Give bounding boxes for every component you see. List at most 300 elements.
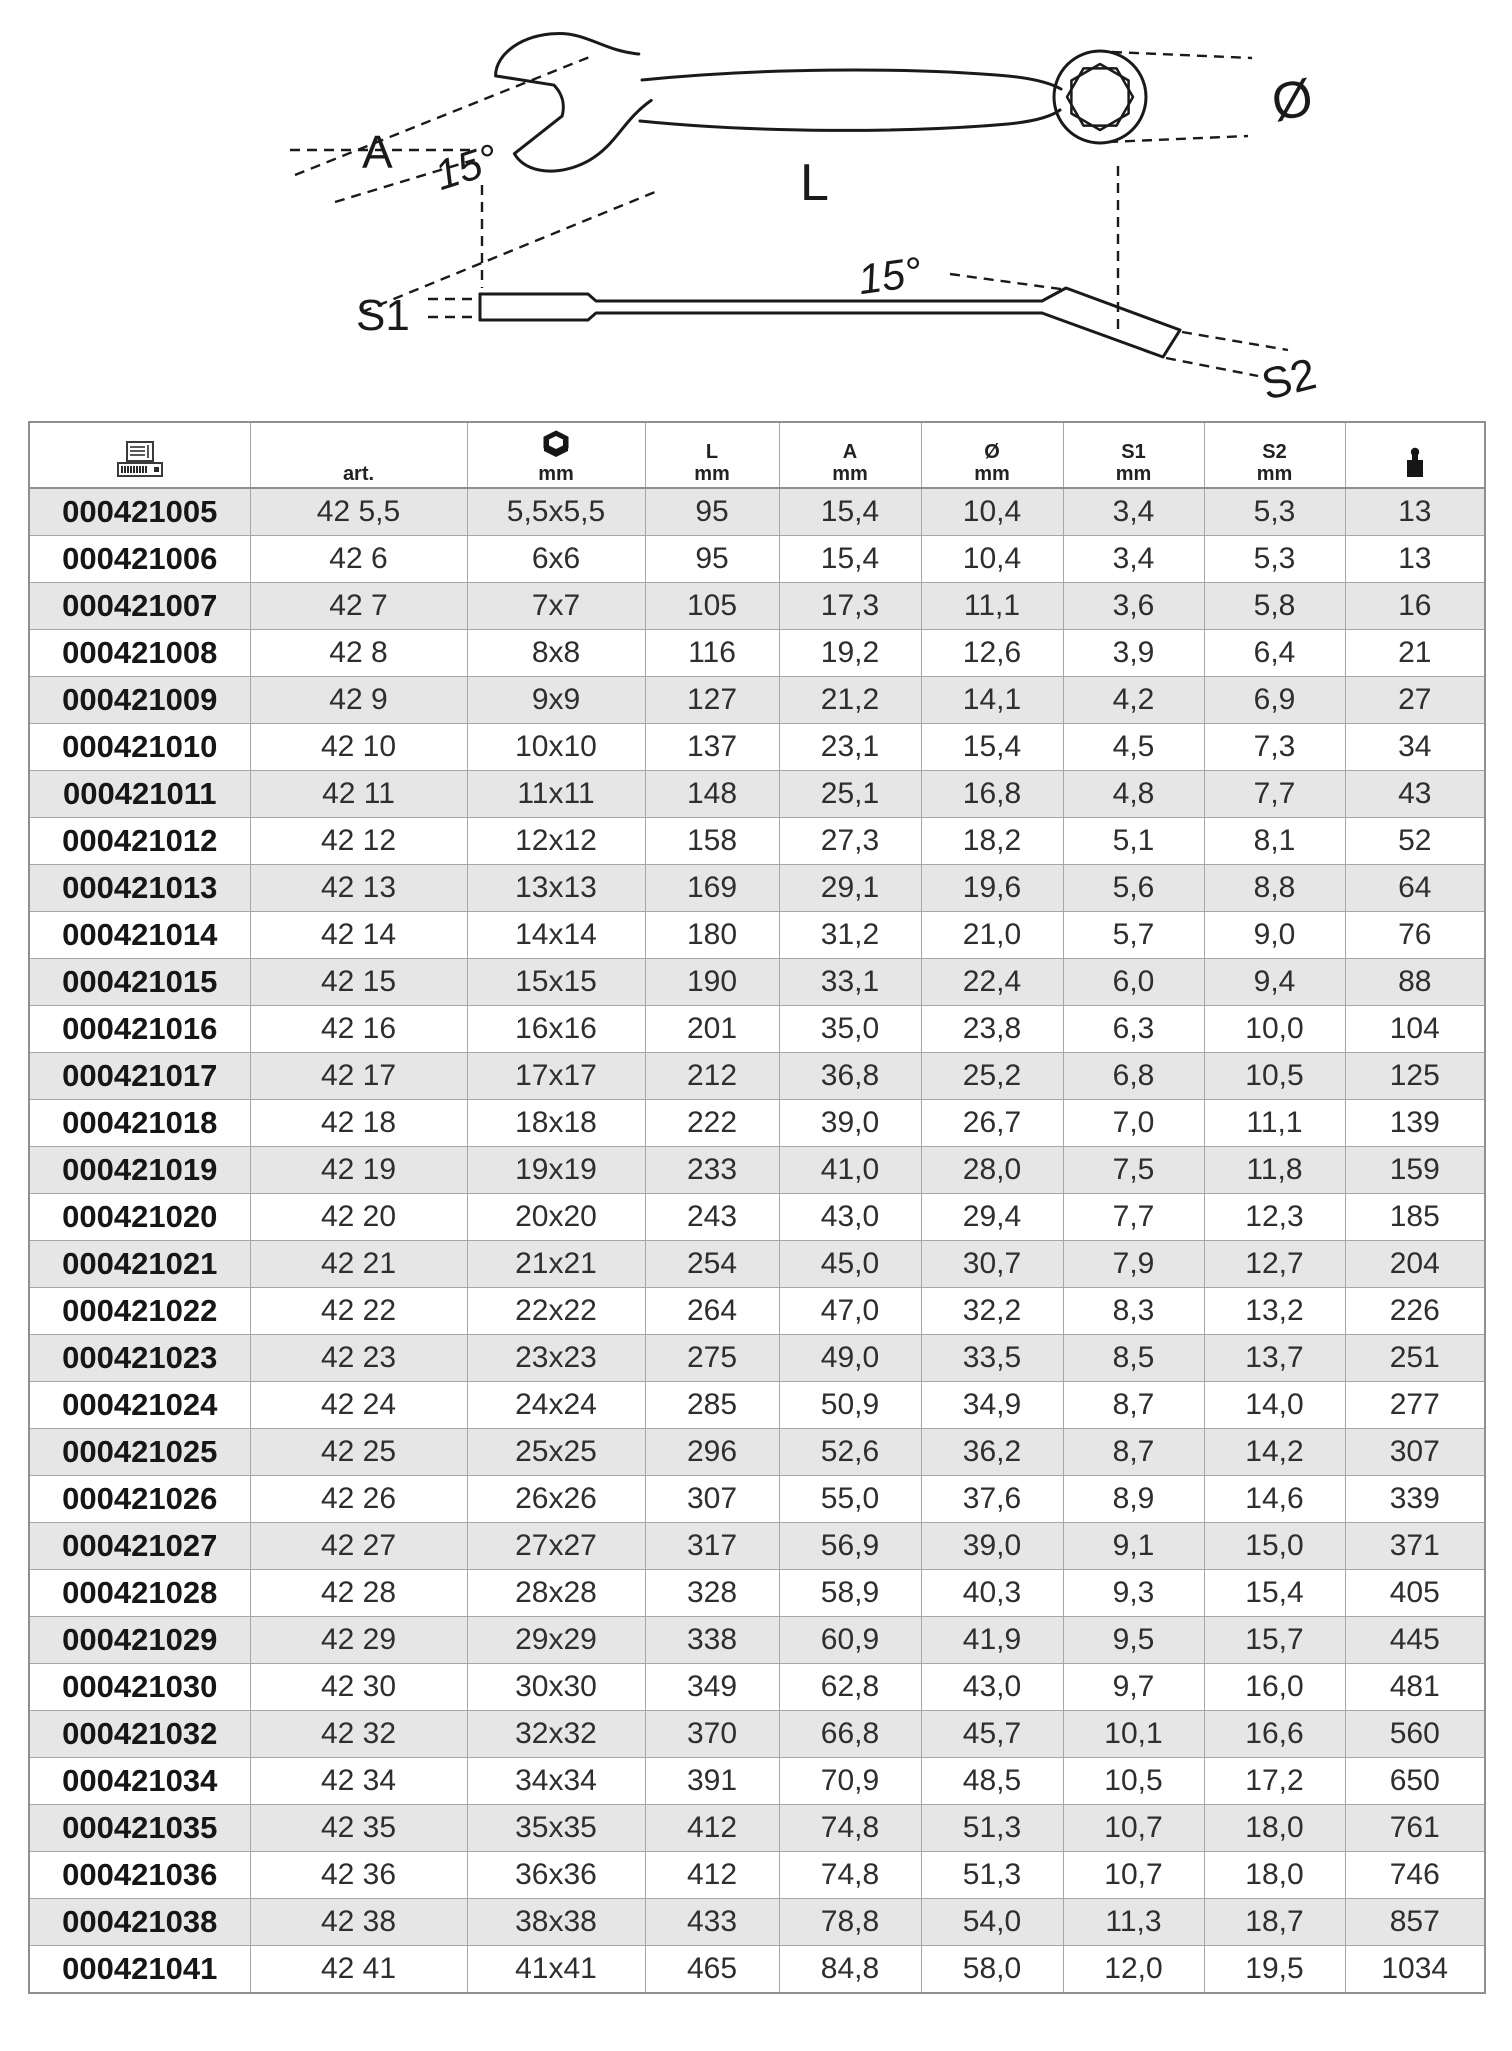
value-cell: 22x22 — [467, 1288, 645, 1335]
value-cell: 17,3 — [779, 583, 921, 630]
value-cell: 3,6 — [1063, 583, 1204, 630]
value-cell: 180 — [645, 912, 779, 959]
value-cell: 30,7 — [921, 1241, 1063, 1288]
spec-table — [28, 421, 1486, 1994]
value-cell: 42 18 — [250, 1100, 467, 1147]
value-cell: 51,3 — [921, 1805, 1063, 1852]
value-cell: 10,5 — [1204, 1053, 1345, 1100]
value-cell: 31,2 — [779, 912, 921, 959]
value-cell: 24x24 — [467, 1382, 645, 1429]
value-cell: 19,6 — [921, 865, 1063, 912]
value-cell: 42 26 — [250, 1476, 467, 1523]
table-row — [29, 771, 1485, 818]
value-cell: 139 — [1345, 1100, 1485, 1147]
table-row — [29, 1006, 1485, 1053]
code-cell: 000421038 — [29, 1899, 250, 1946]
value-cell: 19,2 — [779, 630, 921, 677]
value-cell: 15,4 — [1204, 1570, 1345, 1617]
table-row — [29, 1617, 1485, 1664]
value-cell: 42 29 — [250, 1617, 467, 1664]
table-row — [29, 536, 1485, 583]
value-cell: 39,0 — [921, 1523, 1063, 1570]
value-cell: 13 — [1345, 488, 1485, 536]
code-cell: 000421009 — [29, 677, 250, 724]
value-cell: 328 — [645, 1570, 779, 1617]
value-cell: 243 — [645, 1194, 779, 1241]
value-cell: 465 — [645, 1946, 779, 1994]
value-cell: 36x36 — [467, 1852, 645, 1899]
value-cell: 370 — [645, 1711, 779, 1758]
value-cell: 36,2 — [921, 1429, 1063, 1476]
value-cell: 8,9 — [1063, 1476, 1204, 1523]
value-cell: 9,4 — [1204, 959, 1345, 1006]
value-cell: 78,8 — [779, 1899, 921, 1946]
value-cell: 159 — [1345, 1147, 1485, 1194]
wrench-side-view — [480, 288, 1180, 357]
column-unit: mm — [832, 462, 868, 485]
value-cell: 307 — [1345, 1429, 1485, 1476]
code-cell: 000421021 — [29, 1241, 250, 1288]
table-row — [29, 583, 1485, 630]
column-label: A — [842, 440, 858, 463]
value-cell: 14,2 — [1204, 1429, 1345, 1476]
value-cell: 60,9 — [779, 1617, 921, 1664]
value-cell: 21 — [1345, 630, 1485, 677]
code-cell: 000421030 — [29, 1664, 250, 1711]
value-cell: 70,9 — [779, 1758, 921, 1805]
value-cell: 233 — [645, 1147, 779, 1194]
value-cell: 18,2 — [921, 818, 1063, 865]
value-cell: 11,1 — [921, 583, 1063, 630]
value-cell: 42 21 — [250, 1241, 467, 1288]
value-cell: 11x11 — [467, 771, 645, 818]
value-cell: 212 — [645, 1053, 779, 1100]
value-cell: 42 8 — [250, 630, 467, 677]
value-cell: 33,1 — [779, 959, 921, 1006]
dimension-label-s1: S1 — [356, 291, 410, 340]
value-cell: 32,2 — [921, 1288, 1063, 1335]
value-cell: 27,3 — [779, 818, 921, 865]
value-cell: 33,5 — [921, 1335, 1063, 1382]
code-cell: 000421019 — [29, 1147, 250, 1194]
column-header-weight — [1345, 422, 1485, 488]
code-cell: 000421032 — [29, 1711, 250, 1758]
value-cell: 56,9 — [779, 1523, 921, 1570]
code-cell: 000421014 — [29, 912, 250, 959]
value-cell: 15,4 — [779, 488, 921, 536]
column-header-A — [779, 422, 921, 488]
value-cell: 10,1 — [1063, 1711, 1204, 1758]
code-cell: 000421023 — [29, 1335, 250, 1382]
value-cell: 27x27 — [467, 1523, 645, 1570]
code-cell: 000421025 — [29, 1429, 250, 1476]
table-row — [29, 818, 1485, 865]
value-cell: 42 25 — [250, 1429, 467, 1476]
value-cell: 11,1 — [1204, 1100, 1345, 1147]
value-cell: 19,5 — [1204, 1946, 1345, 1994]
value-cell: 5,5x5,5 — [467, 488, 645, 536]
value-cell: 13x13 — [467, 865, 645, 912]
value-cell: 36,8 — [779, 1053, 921, 1100]
value-cell: 21x21 — [467, 1241, 645, 1288]
value-cell: 51,3 — [921, 1852, 1063, 1899]
value-cell: 317 — [645, 1523, 779, 1570]
value-cell: 39,0 — [779, 1100, 921, 1147]
value-cell: 23,8 — [921, 1006, 1063, 1053]
wrench-drawing-svg — [0, 0, 1512, 420]
value-cell: 43,0 — [921, 1664, 1063, 1711]
value-cell: 7,5 — [1063, 1147, 1204, 1194]
value-cell: 43 — [1345, 771, 1485, 818]
column-unit: mm — [974, 462, 1010, 485]
value-cell: 42 16 — [250, 1006, 467, 1053]
value-cell: 48,5 — [921, 1758, 1063, 1805]
value-cell: 15x15 — [467, 959, 645, 1006]
table-row — [29, 1335, 1485, 1382]
code-cell: 000421028 — [29, 1570, 250, 1617]
value-cell: 5,3 — [1204, 536, 1345, 583]
value-cell: 8,8 — [1204, 865, 1345, 912]
value-cell: 222 — [645, 1100, 779, 1147]
code-cell: 000421027 — [29, 1523, 250, 1570]
value-cell: 8,1 — [1204, 818, 1345, 865]
value-cell: 13 — [1345, 536, 1485, 583]
value-cell: 3,9 — [1063, 630, 1204, 677]
table-row — [29, 912, 1485, 959]
value-cell: 10,7 — [1063, 1852, 1204, 1899]
value-cell: 12x12 — [467, 818, 645, 865]
value-cell: 17,2 — [1204, 1758, 1345, 1805]
value-cell: 560 — [1345, 1711, 1485, 1758]
code-cell: 000421011 — [29, 771, 250, 818]
value-cell: 13,2 — [1204, 1288, 1345, 1335]
value-cell: 42 30 — [250, 1664, 467, 1711]
dimension-label-angle-bottom: 15° — [855, 247, 925, 304]
value-cell: 21,0 — [921, 912, 1063, 959]
table-row — [29, 1805, 1485, 1852]
value-cell: 40,3 — [921, 1570, 1063, 1617]
code-cell: 000421020 — [29, 1194, 250, 1241]
header-row — [29, 422, 1485, 488]
value-cell: 5,8 — [1204, 583, 1345, 630]
column-label: art. — [342, 462, 375, 485]
column-header-art — [250, 422, 467, 488]
dimension-label-s2: S2 — [1256, 349, 1321, 410]
code-cell: 000421016 — [29, 1006, 250, 1053]
value-cell: 34x34 — [467, 1758, 645, 1805]
dimension-label-angle-top: 15° — [428, 134, 504, 200]
value-cell: 14,6 — [1204, 1476, 1345, 1523]
value-cell: 3,4 — [1063, 488, 1204, 536]
value-cell: 42 34 — [250, 1758, 467, 1805]
value-cell: 28x28 — [467, 1570, 645, 1617]
value-cell: 18,7 — [1204, 1899, 1345, 1946]
value-cell: 158 — [645, 818, 779, 865]
value-cell: 45,0 — [779, 1241, 921, 1288]
column-label: L — [705, 440, 719, 463]
value-cell: 42 5,5 — [250, 488, 467, 536]
value-cell: 42 13 — [250, 865, 467, 912]
table-row — [29, 1241, 1485, 1288]
value-cell: 42 38 — [250, 1899, 467, 1946]
column-unit: mm — [1115, 462, 1152, 485]
value-cell: 29,4 — [921, 1194, 1063, 1241]
value-cell: 42 41 — [250, 1946, 467, 1994]
value-cell: 11,3 — [1063, 1899, 1204, 1946]
code-cell: 000421008 — [29, 630, 250, 677]
value-cell: 264 — [645, 1288, 779, 1335]
value-cell: 49,0 — [779, 1335, 921, 1382]
value-cell: 7,7 — [1063, 1194, 1204, 1241]
value-cell: 84,8 — [779, 1946, 921, 1994]
value-cell: 42 6 — [250, 536, 467, 583]
wrench-shank — [642, 70, 1061, 89]
table-row — [29, 1758, 1485, 1805]
table-row — [29, 865, 1485, 912]
value-cell: 13,7 — [1204, 1335, 1345, 1382]
value-cell: 8,5 — [1063, 1335, 1204, 1382]
code-cell: 000421035 — [29, 1805, 250, 1852]
value-cell: 42 19 — [250, 1147, 467, 1194]
value-cell: 4,2 — [1063, 677, 1204, 724]
table-row — [29, 1946, 1485, 1994]
value-cell: 10,0 — [1204, 1006, 1345, 1053]
value-cell: 6x6 — [467, 536, 645, 583]
value-cell: 32x32 — [467, 1711, 645, 1758]
value-cell: 105 — [645, 583, 779, 630]
value-cell: 42 36 — [250, 1852, 467, 1899]
value-cell: 12,3 — [1204, 1194, 1345, 1241]
value-cell: 42 24 — [250, 1382, 467, 1429]
value-cell: 15,4 — [779, 536, 921, 583]
code-cell: 000421041 — [29, 1946, 250, 1994]
value-cell: 7x7 — [467, 583, 645, 630]
value-cell: 52,6 — [779, 1429, 921, 1476]
code-cell: 000421022 — [29, 1288, 250, 1335]
code-cell: 000421036 — [29, 1852, 250, 1899]
table-row — [29, 1664, 1485, 1711]
value-cell: 5,1 — [1063, 818, 1204, 865]
value-cell: 349 — [645, 1664, 779, 1711]
open-end-head — [486, 12, 662, 181]
value-cell: 17x17 — [467, 1053, 645, 1100]
dimension-label-a: A — [362, 126, 393, 178]
value-cell: 18,0 — [1204, 1852, 1345, 1899]
value-cell: 15,4 — [921, 724, 1063, 771]
value-cell: 445 — [1345, 1617, 1485, 1664]
column-header-S1 — [1063, 422, 1204, 488]
value-cell: 6,8 — [1063, 1053, 1204, 1100]
code-cell: 000421005 — [29, 488, 250, 536]
table-row — [29, 1570, 1485, 1617]
value-cell: 285 — [645, 1382, 779, 1429]
value-cell: 42 17 — [250, 1053, 467, 1100]
value-cell: 30x30 — [467, 1664, 645, 1711]
value-cell: 55,0 — [779, 1476, 921, 1523]
value-cell: 7,9 — [1063, 1241, 1204, 1288]
value-cell: 169 — [645, 865, 779, 912]
value-cell: 15,7 — [1204, 1617, 1345, 1664]
code-cell: 000421015 — [29, 959, 250, 1006]
value-cell: 42 28 — [250, 1570, 467, 1617]
value-cell: 64 — [1345, 865, 1485, 912]
value-cell: 25x25 — [467, 1429, 645, 1476]
column-unit: mm — [538, 462, 574, 485]
value-cell: 204 — [1345, 1241, 1485, 1288]
dimension-label-diameter: Ø — [1267, 68, 1318, 133]
value-cell: 18x18 — [467, 1100, 645, 1147]
value-cell: 10,7 — [1063, 1805, 1204, 1852]
table-row — [29, 1852, 1485, 1899]
value-cell: 104 — [1345, 1006, 1485, 1053]
value-cell: 29,1 — [779, 865, 921, 912]
value-cell: 58,0 — [921, 1946, 1063, 1994]
table-row — [29, 488, 1485, 536]
table-row — [29, 1711, 1485, 1758]
value-cell: 391 — [645, 1758, 779, 1805]
value-cell: 42 7 — [250, 583, 467, 630]
value-cell: 25,2 — [921, 1053, 1063, 1100]
column-unit: mm — [1256, 462, 1293, 485]
value-cell: 42 15 — [250, 959, 467, 1006]
value-cell: 481 — [1345, 1664, 1485, 1711]
table-row — [29, 1100, 1485, 1147]
value-cell: 42 20 — [250, 1194, 467, 1241]
code-cell: 000421034 — [29, 1758, 250, 1805]
value-cell: 22,4 — [921, 959, 1063, 1006]
table-row — [29, 1053, 1485, 1100]
value-cell: 9x9 — [467, 677, 645, 724]
value-cell: 433 — [645, 1899, 779, 1946]
value-cell: 16,8 — [921, 771, 1063, 818]
value-cell: 16x16 — [467, 1006, 645, 1053]
column-label: Ø — [984, 440, 1000, 463]
value-cell: 10,4 — [921, 488, 1063, 536]
value-cell: 7,7 — [1204, 771, 1345, 818]
table-row — [29, 1194, 1485, 1241]
table-row — [29, 1147, 1485, 1194]
value-cell: 761 — [1345, 1805, 1485, 1852]
value-cell: 137 — [645, 724, 779, 771]
value-cell: 18,0 — [1204, 1805, 1345, 1852]
column-unit: mm — [694, 462, 730, 485]
value-cell: 5,6 — [1063, 865, 1204, 912]
value-cell: 42 10 — [250, 724, 467, 771]
value-cell: 25,1 — [779, 771, 921, 818]
code-cell: 000421018 — [29, 1100, 250, 1147]
value-cell: 8x8 — [467, 630, 645, 677]
value-cell: 7,3 — [1204, 724, 1345, 771]
value-cell: 148 — [645, 771, 779, 818]
value-cell: 9,0 — [1204, 912, 1345, 959]
value-cell: 88 — [1345, 959, 1485, 1006]
value-cell: 26,7 — [921, 1100, 1063, 1147]
value-cell: 6,3 — [1063, 1006, 1204, 1053]
table-row — [29, 959, 1485, 1006]
table-row — [29, 1523, 1485, 1570]
value-cell: 41,0 — [779, 1147, 921, 1194]
value-cell: 42 32 — [250, 1711, 467, 1758]
value-cell: 4,5 — [1063, 724, 1204, 771]
value-cell: 5,7 — [1063, 912, 1204, 959]
code-cell: 000421007 — [29, 583, 250, 630]
value-cell: 746 — [1345, 1852, 1485, 1899]
value-cell: 74,8 — [779, 1852, 921, 1899]
value-cell: 412 — [645, 1852, 779, 1899]
value-cell: 1034 — [1345, 1946, 1485, 1994]
ring-bihex-socket — [1067, 64, 1133, 130]
code-cell: 000421024 — [29, 1382, 250, 1429]
value-cell: 35x35 — [467, 1805, 645, 1852]
table-row — [29, 630, 1485, 677]
value-cell: 74,8 — [779, 1805, 921, 1852]
value-cell: 9,7 — [1063, 1664, 1204, 1711]
value-cell: 226 — [1345, 1288, 1485, 1335]
value-cell: 41,9 — [921, 1617, 1063, 1664]
value-cell: 16,6 — [1204, 1711, 1345, 1758]
dimension-lines — [290, 52, 1288, 376]
value-cell: 5,3 — [1204, 488, 1345, 536]
value-cell: 10,5 — [1063, 1758, 1204, 1805]
value-cell: 275 — [645, 1335, 779, 1382]
value-cell: 58,9 — [779, 1570, 921, 1617]
value-cell: 23x23 — [467, 1335, 645, 1382]
value-cell: 12,6 — [921, 630, 1063, 677]
table-row — [29, 724, 1485, 771]
value-cell: 42 9 — [250, 677, 467, 724]
value-cell: 20x20 — [467, 1194, 645, 1241]
value-cell: 9,3 — [1063, 1570, 1204, 1617]
value-cell: 125 — [1345, 1053, 1485, 1100]
value-cell: 50,9 — [779, 1382, 921, 1429]
code-cell: 000421012 — [29, 818, 250, 865]
column-label: S1 — [1121, 440, 1146, 463]
value-cell: 34,9 — [921, 1382, 1063, 1429]
column-label: S2 — [1262, 440, 1287, 463]
value-cell: 14x14 — [467, 912, 645, 959]
table-row — [29, 1288, 1485, 1335]
value-cell: 42 27 — [250, 1523, 467, 1570]
nut-icon — [540, 430, 572, 463]
value-cell: 15,0 — [1204, 1523, 1345, 1570]
value-cell: 34 — [1345, 724, 1485, 771]
value-cell: 14,1 — [921, 677, 1063, 724]
wrench-technical-drawing — [0, 0, 1512, 420]
value-cell: 7,0 — [1063, 1100, 1204, 1147]
value-cell: 9,1 — [1063, 1523, 1204, 1570]
value-cell: 42 12 — [250, 818, 467, 865]
weight-icon — [1404, 447, 1426, 484]
value-cell: 405 — [1345, 1570, 1485, 1617]
value-cell: 371 — [1345, 1523, 1485, 1570]
column-header-code — [29, 422, 250, 488]
value-cell: 27 — [1345, 677, 1485, 724]
dimension-label-length: L — [800, 154, 829, 212]
table-row — [29, 1476, 1485, 1523]
value-cell: 8,7 — [1063, 1382, 1204, 1429]
code-cell: 000421026 — [29, 1476, 250, 1523]
barcode-icon — [116, 439, 164, 484]
value-cell: 339 — [1345, 1476, 1485, 1523]
value-cell: 42 35 — [250, 1805, 467, 1852]
value-cell: 62,8 — [779, 1664, 921, 1711]
value-cell: 307 — [645, 1476, 779, 1523]
value-cell: 8,3 — [1063, 1288, 1204, 1335]
value-cell: 35,0 — [779, 1006, 921, 1053]
value-cell: 42 22 — [250, 1288, 467, 1335]
value-cell: 3,4 — [1063, 536, 1204, 583]
value-cell: 190 — [645, 959, 779, 1006]
